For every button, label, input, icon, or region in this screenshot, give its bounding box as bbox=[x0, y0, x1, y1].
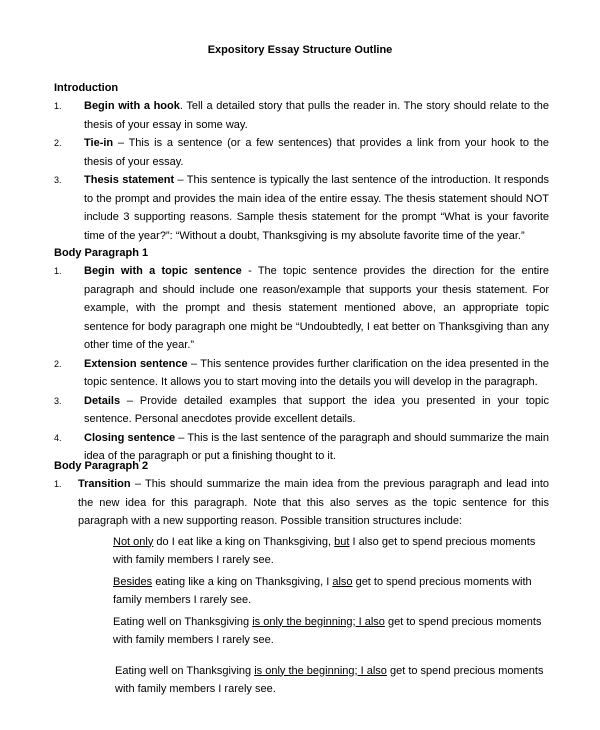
list-item bbox=[54, 355, 549, 392]
example-text: get to spend precious moments with family members I rarely see. bbox=[115, 664, 544, 695]
item-number: 4. bbox=[54, 432, 62, 443]
section-body-paragraph-2 bbox=[54, 457, 549, 702]
item-term: Extension sentence bbox=[84, 357, 188, 370]
transition-examples bbox=[54, 533, 549, 699]
section-introduction bbox=[54, 79, 549, 245]
example-text: Eating well on Thanksgiving bbox=[113, 615, 253, 628]
underlined-text: Not only bbox=[113, 535, 154, 548]
list-item bbox=[54, 392, 549, 429]
item-number: 1. bbox=[54, 479, 62, 489]
underlined-text: is only the beginning; I also bbox=[254, 664, 387, 677]
item-number: 2. bbox=[54, 138, 62, 148]
item-text: – Provide detailed examples that support the idea you presented in your topic sentence. Personal anecdotes provide excellent details. bbox=[84, 394, 549, 425]
transition-example bbox=[113, 613, 549, 650]
transition-example bbox=[113, 533, 549, 570]
item-number: 3. bbox=[54, 395, 62, 406]
item-number: 1. bbox=[54, 266, 62, 276]
item-text: - The topic sentence provides the direction for the entire paragraph and should include one reason/example that supports your thesis statement. For example, with the prompt and thesis statement mentioned above, an appropriate topic sentence for body paragraph one might be “Undoubtedly, I eat better on Thanksgiving than any other time of the year.” bbox=[84, 265, 550, 351]
item-text: . Tell a detailed story that pulls the reader in. The story should relate to the thesis of your essay in some way. bbox=[84, 100, 549, 131]
item-text: – This sentence is typically the last sentence of the introduction. It responds to the prompt and provides the main idea of the entire essay. The thesis statement should NOT include 3 supporting reasons. Sample thesis statement for the prompt “What is your favorite time of the year?”: “Without a doubt, Thanksgiving is my absolute favorite time of the year.” bbox=[84, 174, 549, 242]
item-term: Begin with a topic sentence bbox=[84, 265, 242, 277]
list-item bbox=[54, 134, 549, 171]
list-item bbox=[54, 262, 549, 355]
example-text: eating like a king on Thanksgiving, I bbox=[152, 575, 333, 588]
transition-example bbox=[113, 662, 549, 699]
item-number: 2. bbox=[54, 358, 62, 369]
example-text: get to spend precious moments with family members I rarely see. bbox=[113, 615, 542, 646]
underlined-text: Besides bbox=[113, 575, 153, 588]
item-text: – This should summarize the main idea from the previous paragraph and lead into the new idea for this paragraph. Note that this also serves as the topic sentence for this paragraph with a new supporting reason. Possible transition structures include: bbox=[78, 478, 549, 527]
item-term: Details bbox=[84, 394, 121, 407]
underlined-text: but bbox=[334, 535, 350, 548]
list-item bbox=[54, 171, 549, 245]
item-term: Transition bbox=[78, 478, 131, 490]
item-term: Begin with a hook bbox=[84, 100, 180, 112]
underlined-text: is only the beginning; I also bbox=[252, 615, 385, 628]
item-term: Thesis statement bbox=[84, 174, 175, 186]
underlined-text: also bbox=[332, 575, 353, 588]
section-body-paragraph-1 bbox=[54, 244, 549, 466]
example-text: get to spend precious moments with family members I rarely see. bbox=[113, 575, 532, 606]
item-term: Closing sentence bbox=[84, 431, 176, 444]
item-number: 1. bbox=[54, 101, 62, 111]
list-item bbox=[54, 475, 549, 531]
example-text: I also get to spend precious moments with family members I rarely see. bbox=[113, 535, 536, 566]
item-number: 3. bbox=[54, 175, 62, 185]
section-heading: Body Paragraph 2 bbox=[54, 460, 149, 472]
item-text: – This sentence provides further clarification on the idea presented in the topic sentence. It allows you to start moving into the details you will develop in the paragraph. bbox=[84, 357, 549, 388]
item-text: – This is a sentence (or a few sentences) that provides a link from your hook to the thesis of your essay. bbox=[84, 137, 549, 168]
example-text: Eating well on Thanksgiving bbox=[115, 664, 255, 677]
item-text: – This is the last sentence of the paragraph and should summarize the main idea of the paragraph or put a finishing thought to it. bbox=[84, 431, 549, 462]
section-heading: Introduction bbox=[54, 82, 119, 94]
transition-example bbox=[113, 573, 549, 610]
item-term: Tie-in bbox=[84, 137, 114, 149]
document-title: Expository Essay Structure Outline bbox=[207, 44, 393, 56]
section-heading: Body Paragraph 1 bbox=[54, 247, 149, 259]
list-item bbox=[54, 97, 549, 134]
example-text: do I eat like a king on Thanksgiving, bbox=[153, 535, 335, 548]
